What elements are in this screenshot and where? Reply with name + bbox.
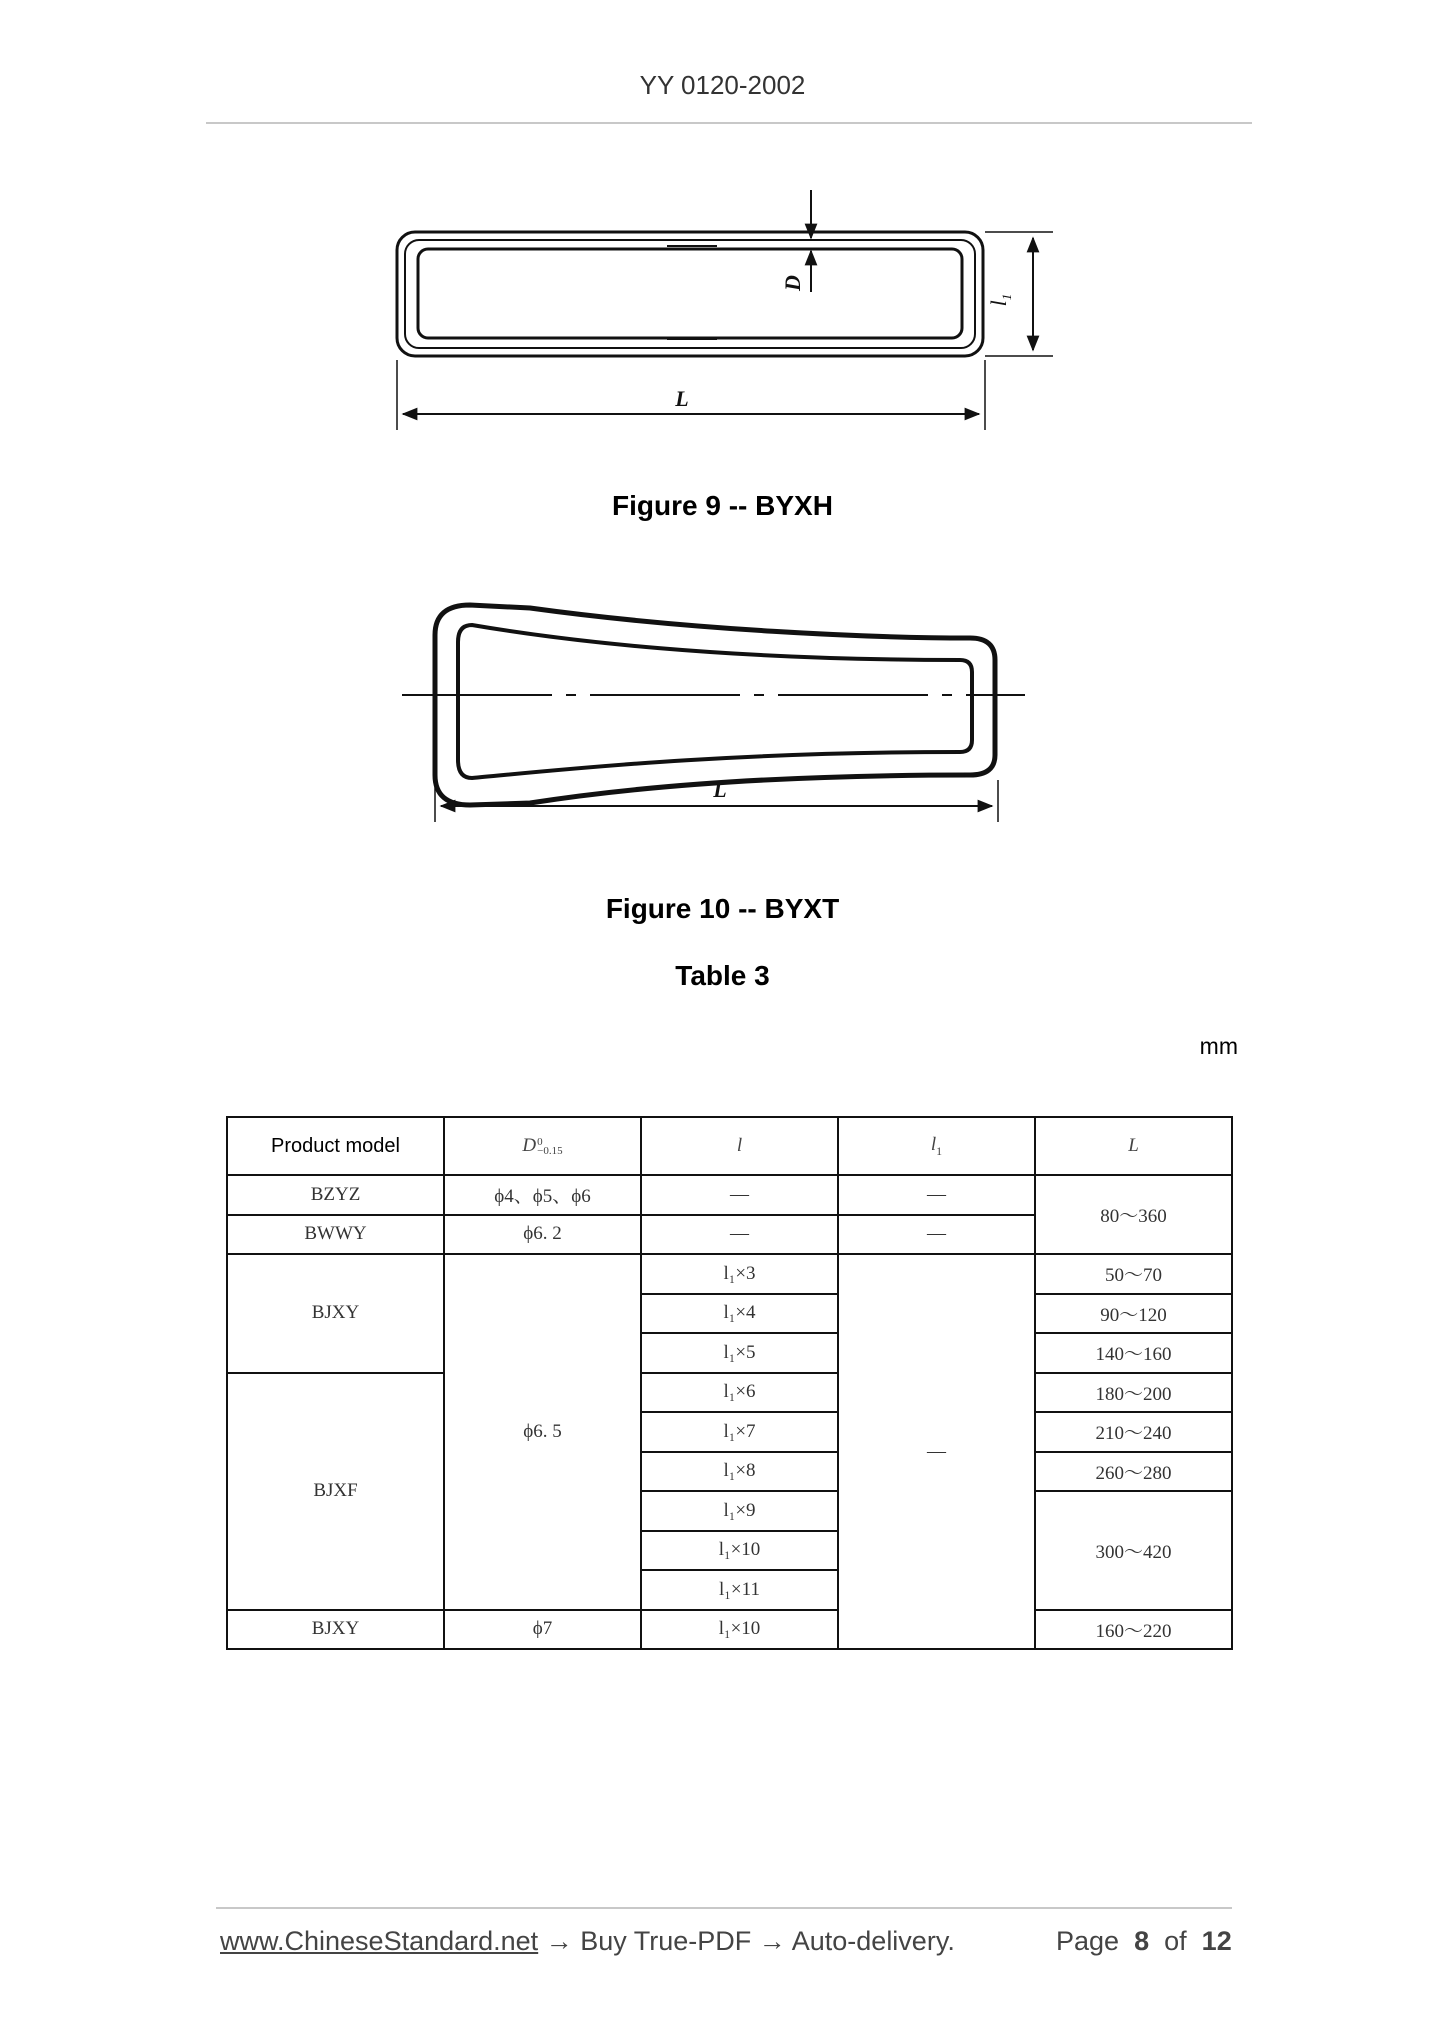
cell-D-bwwy: ϕ6. 2 (444, 1215, 641, 1255)
cell-l1-bzyz: — (838, 1175, 1035, 1215)
cell-model-bwwy: BWWY (227, 1215, 444, 1255)
figure9-label-l1-main: l (986, 300, 1011, 307)
footer-divider (216, 1907, 1232, 1909)
header-l1 (838, 1117, 1035, 1175)
cell-l-bwwy: — (641, 1215, 838, 1255)
website-link[interactable]: www.ChineseStandard.net (220, 1926, 539, 1956)
cell-l: l₁×7 (641, 1412, 838, 1452)
page-current: 8 (1134, 1926, 1150, 1956)
header-D-symbol: D (522, 1135, 537, 1156)
table-row (227, 1610, 1232, 1650)
cell-model-bzyz: BZYZ (227, 1175, 444, 1215)
table-row (227, 1373, 1232, 1413)
header-D-tolerance (537, 1135, 563, 1157)
cell-l1-bwwy: — (838, 1215, 1035, 1255)
cell-L: 210～240 (1035, 1412, 1232, 1452)
cell-l: l₁×11 (641, 1570, 838, 1610)
cell-l: l₁×6 (641, 1373, 838, 1413)
cell-model-bjxy: BJXY (227, 1254, 444, 1373)
page-of: of (1164, 1926, 1187, 1956)
table-row (227, 1254, 1232, 1294)
page-total: 12 (1201, 1926, 1232, 1956)
cell-l: l₁×3 (641, 1254, 838, 1294)
figure9-drawing (397, 190, 1053, 430)
cell-D-bzyz: ϕ4、ϕ5、ϕ6 (444, 1175, 641, 1215)
cell-model-bjxf: BJXF (227, 1373, 444, 1610)
cell-L: 300～420 (1035, 1491, 1232, 1610)
cell-L: 140～160 (1035, 1333, 1232, 1373)
cell-l: l₁×4 (641, 1294, 838, 1334)
header-D-tol-lower: −0.15 (537, 1144, 563, 1157)
table-header-row (227, 1117, 1232, 1175)
page-word: Page (1056, 1926, 1120, 1956)
cell-model-bjxy-last: BJXY (227, 1610, 444, 1650)
figure9-label-l1-sub: 1 (999, 293, 1014, 301)
cell-L-bzyz-bwwy: 80～360 (1035, 1175, 1232, 1254)
cell-l: l₁×9 (641, 1491, 838, 1531)
document-id-header: YY 0120-2002 (639, 70, 806, 100)
footer-tagline: → Buy True-PDF → Auto-delivery. (538, 1926, 955, 1956)
cell-L: 260～280 (1035, 1452, 1232, 1492)
cell-l: l₁×5 (641, 1333, 838, 1373)
header-l1-symbol: l (930, 1133, 937, 1155)
cell-l: l₁×8 (641, 1452, 838, 1492)
cell-L: 180～200 (1035, 1373, 1232, 1413)
cell-L-last: 160～220 (1035, 1610, 1232, 1650)
table-unit-label: mm (1199, 1033, 1238, 1059)
figure10-caption: Figure 10 -- BYXT (605, 893, 840, 924)
footer-text (220, 1926, 955, 1957)
cell-l1-dash: — (838, 1254, 1035, 1649)
figure9-label-D: D (780, 275, 805, 291)
cell-D-last: ϕ7 (444, 1610, 641, 1650)
figure10-label-L: L (713, 777, 727, 802)
header-product-model: Product model (227, 1117, 444, 1175)
figure9-label-l1 (986, 294, 1014, 307)
cell-l-bzyz: — (641, 1175, 838, 1215)
header-D-tol-upper: 0 (537, 1135, 543, 1148)
cell-L: 50～70 (1035, 1254, 1232, 1294)
header-l: l (641, 1117, 838, 1175)
figure9-label-L: L (675, 386, 689, 411)
cell-l: l₁×10 (641, 1531, 838, 1571)
page-number (1056, 1926, 1232, 1957)
cell-L: 90～120 (1035, 1294, 1232, 1334)
header-L: L (1035, 1117, 1232, 1175)
cell-D-65: ϕ6. 5 (444, 1254, 641, 1610)
header-l1-sub: 1 (936, 1143, 943, 1158)
spec-table (226, 1116, 1233, 1650)
table-caption: Table 3 (675, 960, 770, 991)
figure9-caption: Figure 9 -- BYXH (612, 490, 833, 521)
header-D (444, 1117, 641, 1175)
cell-l-last: l₁×10 (641, 1610, 838, 1650)
table-row (227, 1175, 1232, 1215)
